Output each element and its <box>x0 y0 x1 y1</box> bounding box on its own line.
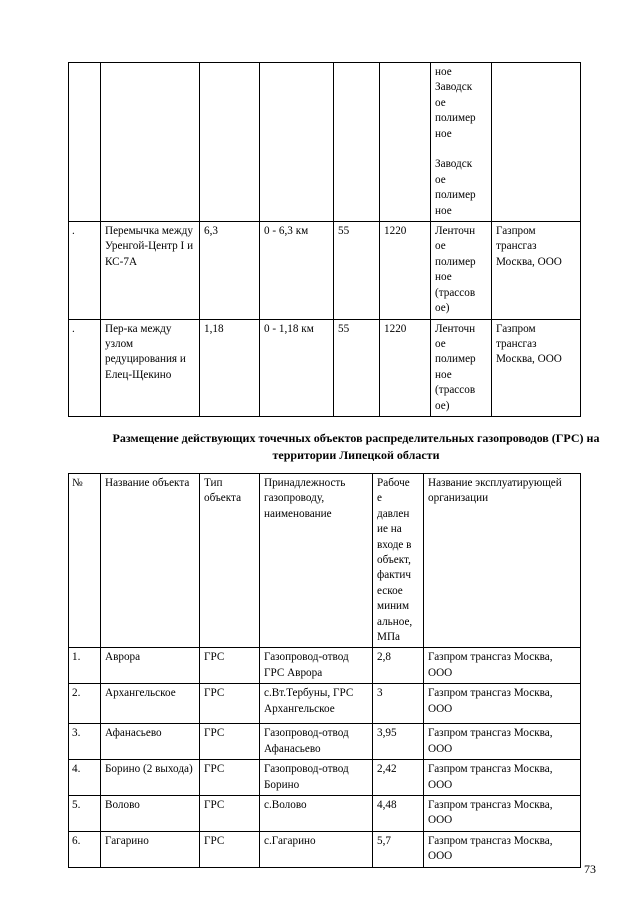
table-row <box>69 831 581 867</box>
table-cell: № <box>69 474 101 648</box>
table-cell: ное Заводск ое полимер ное Заводск ое полимер ное <box>431 63 492 222</box>
pipeline-table <box>68 62 581 417</box>
table-cell: 2,42 <box>373 760 424 796</box>
table-cell: Газпром трансгаз Москва, ООО <box>424 831 581 867</box>
table-cell <box>492 63 581 222</box>
table-cell: с.Гагарино <box>260 831 373 867</box>
table-cell: ГРС <box>200 684 260 724</box>
table-cell: 6,3 <box>200 222 260 319</box>
table-cell: Газопровод-отвод ГРС Аврора <box>260 648 373 684</box>
table-cell: ГРС <box>200 648 260 684</box>
table-cell: ГРС <box>200 795 260 831</box>
table-cell: 2,8 <box>373 648 424 684</box>
table-cell: ГРС <box>200 724 260 760</box>
table-cell <box>200 63 260 222</box>
table-row <box>69 319 581 416</box>
table-cell: 0 - 6,3 км <box>260 222 334 319</box>
table-cell <box>260 63 334 222</box>
table-cell: 5. <box>69 795 101 831</box>
table-cell: Газпром трансгаз Москва, ООО <box>424 724 581 760</box>
table-cell: 4. <box>69 760 101 796</box>
table-cell: с.Вт.Тербуны, ГРС Архангельское <box>260 684 373 724</box>
table-cell: Газпром трансгаз Москва, ООО <box>424 760 581 796</box>
table-cell: Название объекта <box>101 474 200 648</box>
table-row <box>69 760 581 796</box>
table-row <box>69 795 581 831</box>
table-cell: 3. <box>69 724 101 760</box>
table-cell: 55 <box>334 319 380 416</box>
table-cell: Рабоче е давлен ие на входе в объект, фактич еское миним альное, МПа <box>373 474 424 648</box>
section-heading: Размещение действующих точечных объектов распределительных газопроводов (ГРС) на территории Липецкой области <box>112 431 600 462</box>
table-header-row <box>69 474 581 648</box>
table-cell: Газпром трансгаз Москва, ООО <box>492 319 581 416</box>
table-cell <box>334 63 380 222</box>
table-cell <box>69 63 101 222</box>
table-cell: Гагарино <box>101 831 200 867</box>
table-cell: . <box>69 319 101 416</box>
table-cell: ГРС <box>200 760 260 796</box>
table-cell <box>101 63 200 222</box>
table-cell: ГРС <box>200 831 260 867</box>
table-cell: Газопровод-отвод Афанасьево <box>260 724 373 760</box>
table-cell: Газпром трансгаз Москва, ООО <box>492 222 581 319</box>
table-cell: Название эксплуатирующей организации <box>424 474 581 648</box>
table-cell: Борино (2 выхода) <box>101 760 200 796</box>
table-cell: с.Волово <box>260 795 373 831</box>
table-cell: Перемычка между Уренгой-Центр I и КС-7А <box>101 222 200 319</box>
table-cell: 55 <box>334 222 380 319</box>
table-row <box>69 63 581 222</box>
table-cell: Газпром трансгаз Москва, ООО <box>424 684 581 724</box>
page-number: 73 <box>584 862 596 876</box>
table-cell: 1220 <box>380 222 431 319</box>
table-row <box>69 724 581 760</box>
table-cell: Афанасьево <box>101 724 200 760</box>
table-cell: 1,18 <box>200 319 260 416</box>
table-cell: Принадлежность газопроводу, наименование <box>260 474 373 648</box>
table-cell: Аврора <box>101 648 200 684</box>
table-row <box>69 222 581 319</box>
table-cell: 0 - 1,18 км <box>260 319 334 416</box>
table-cell: 3,95 <box>373 724 424 760</box>
table-cell: 1220 <box>380 319 431 416</box>
table-cell: 6. <box>69 831 101 867</box>
table-cell: 4,48 <box>373 795 424 831</box>
table-cell: . <box>69 222 101 319</box>
table-cell: Пер-ка между узлом редуцирования и Елец-Щекино <box>101 319 200 416</box>
table-cell: Газопровод-отвод Борино <box>260 760 373 796</box>
table-cell: 2. <box>69 684 101 724</box>
table-cell: Газпром трансгаз Москва, ООО <box>424 648 581 684</box>
table-cell: Ленточн ое полимер ное (трассов ое) <box>431 222 492 319</box>
table-cell: Архангельское <box>101 684 200 724</box>
table-cell: 5,7 <box>373 831 424 867</box>
table-cell: Газпром трансгаз Москва, ООО <box>424 795 581 831</box>
grs-table <box>68 473 581 868</box>
table-cell: Ленточн ое полимер ное (трассов ое) <box>431 319 492 416</box>
table-cell <box>380 63 431 222</box>
table-cell: Тип объекта <box>200 474 260 648</box>
table-row <box>69 648 581 684</box>
table-cell: 3 <box>373 684 424 724</box>
table-cell: 1. <box>69 648 101 684</box>
table-cell: Волово <box>101 795 200 831</box>
table-row <box>69 684 581 724</box>
